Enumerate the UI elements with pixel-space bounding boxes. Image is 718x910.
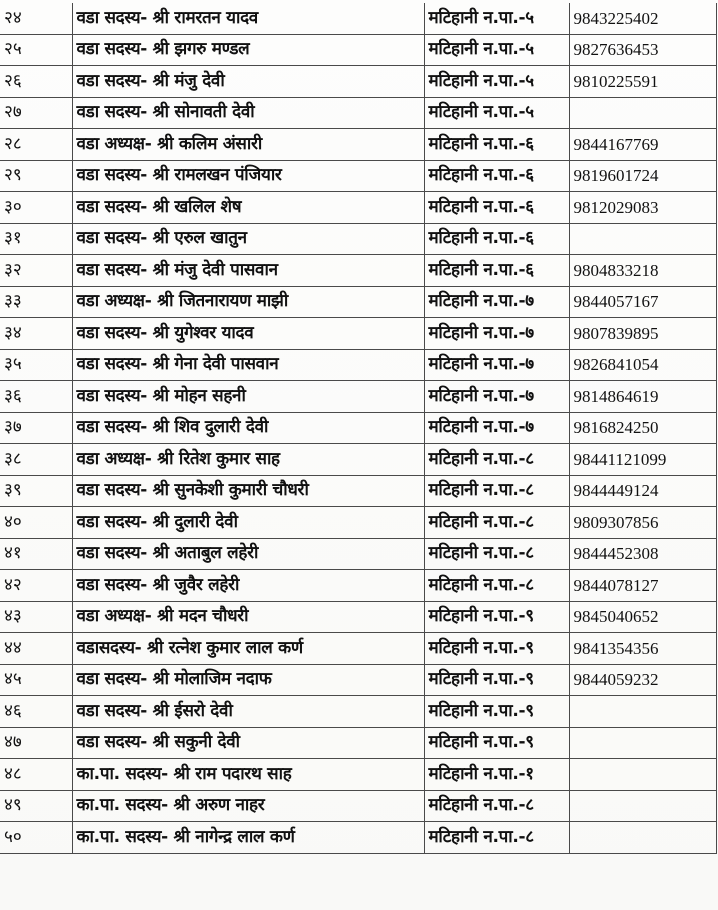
ward-address: मटिहानी न.पा.-८ <box>424 570 569 602</box>
table-row <box>0 664 716 696</box>
member-name: वडा सदस्य- श्री मंजु देवी <box>72 66 424 98</box>
member-name: का.पा. सदस्य- श्री अरुण नाहर <box>72 790 424 822</box>
phone-number: 9814864619 <box>569 381 716 413</box>
member-name: वडा सदस्य- श्री युगेश्वर यादव <box>72 318 424 350</box>
table-row <box>0 538 716 570</box>
serial-number: ३७ <box>0 412 72 444</box>
phone-number: 9807839895 <box>569 318 716 350</box>
ward-address: मटिहानी न.पा.-८ <box>424 444 569 476</box>
table-row <box>0 192 716 224</box>
member-name: वडासदस्य- श्री रत्नेश कुमार लाल कर्ण <box>72 633 424 665</box>
serial-number: ३९ <box>0 475 72 507</box>
ward-address: मटिहानी न.पा.-७ <box>424 318 569 350</box>
ward-address: मटिहानी न.पा.-८ <box>424 790 569 822</box>
member-name: वडा सदस्य- श्री अताबुल लहेरी <box>72 538 424 570</box>
phone-number: 9841354356 <box>569 633 716 665</box>
table-row <box>0 66 716 98</box>
serial-number: ४९ <box>0 790 72 822</box>
serial-number: २८ <box>0 129 72 161</box>
phone-number <box>569 223 716 255</box>
ward-address: मटिहानी न.पा.-९ <box>424 664 569 696</box>
serial-number: ३२ <box>0 255 72 287</box>
member-name: वडा सदस्य- श्री रामरतन यादव <box>72 3 424 34</box>
ward-address: मटिहानी न.पा.-५ <box>424 66 569 98</box>
phone-number <box>569 822 716 854</box>
ward-address: मटिहानी न.पा.-९ <box>424 727 569 759</box>
member-name: का.पा. सदस्य- श्री नागेन्द्र लाल कर्ण <box>72 822 424 854</box>
member-name: वडा सदस्य- श्री खलिल शेष <box>72 192 424 224</box>
ward-address: मटिहानी न.पा.-७ <box>424 412 569 444</box>
phone-number: 9844057167 <box>569 286 716 318</box>
phone-number: 9843225402 <box>569 3 716 34</box>
serial-number: ४७ <box>0 727 72 759</box>
serial-number: २७ <box>0 97 72 129</box>
table-row <box>0 255 716 287</box>
phone-number: 9844449124 <box>569 475 716 507</box>
table-row <box>0 381 716 413</box>
serial-number: २९ <box>0 160 72 192</box>
ward-address: मटिहानी न.पा.-६ <box>424 255 569 287</box>
serial-number: ४६ <box>0 696 72 728</box>
table-row <box>0 160 716 192</box>
member-name: वडा सदस्य- श्री जुवैर लहेरी <box>72 570 424 602</box>
ward-address: मटिहानी न.पा.-९ <box>424 601 569 633</box>
phone-number: 9844167769 <box>569 129 716 161</box>
ward-address: मटिहानी न.पा.-६ <box>424 223 569 255</box>
serial-number: ५० <box>0 822 72 854</box>
serial-number: ३० <box>0 192 72 224</box>
member-name: का.पा. सदस्य- श्री राम पदारथ साह <box>72 759 424 791</box>
phone-number <box>569 97 716 129</box>
table-row <box>0 475 716 507</box>
table-row <box>0 633 716 665</box>
phone-number: 9804833218 <box>569 255 716 287</box>
ward-address: मटिहानी न.पा.-५ <box>424 3 569 34</box>
table-row <box>0 223 716 255</box>
member-name: वडा सदस्य- श्री रामलखन पंजियार <box>72 160 424 192</box>
phone-number: 9844078127 <box>569 570 716 602</box>
table-row <box>0 727 716 759</box>
phone-number: 9819601724 <box>569 160 716 192</box>
phone-number: 9816824250 <box>569 412 716 444</box>
member-name: वडा सदस्य- श्री मोलाजिम नदाफ <box>72 664 424 696</box>
member-name: वडा अध्यक्ष- श्री मदन चौधरी <box>72 601 424 633</box>
member-name: वडा सदस्य- श्री ईसरो देवी <box>72 696 424 728</box>
serial-number: ४३ <box>0 601 72 633</box>
phone-number: 9844059232 <box>569 664 716 696</box>
serial-number: ४८ <box>0 759 72 791</box>
ward-address: मटिहानी न.पा.-६ <box>424 129 569 161</box>
ward-address: मटिहानी न.पा.-८ <box>424 538 569 570</box>
serial-number: २५ <box>0 34 72 66</box>
table-row <box>0 696 716 728</box>
table-row <box>0 570 716 602</box>
ward-address: मटिहानी न.पा.-७ <box>424 286 569 318</box>
member-name: वडा अध्यक्ष- श्री रितेश कुमार साह <box>72 444 424 476</box>
phone-number: 9827636453 <box>569 34 716 66</box>
ward-address: मटिहानी न.पा.-१ <box>424 759 569 791</box>
phone-number: 9812029083 <box>569 192 716 224</box>
ward-address: मटिहानी न.पा.-९ <box>424 633 569 665</box>
roster-body <box>0 3 716 853</box>
serial-number: ४० <box>0 507 72 539</box>
table-row <box>0 97 716 129</box>
member-name: वडा सदस्य- श्री मोहन सहनी <box>72 381 424 413</box>
table-row <box>0 507 716 539</box>
table-row <box>0 318 716 350</box>
phone-number <box>569 727 716 759</box>
serial-number: २४ <box>0 3 72 34</box>
member-name: वडा सदस्य- श्री सकुनी देवी <box>72 727 424 759</box>
phone-number: 9844452308 <box>569 538 716 570</box>
ward-address: मटिहानी न.पा.-८ <box>424 822 569 854</box>
member-name: वडा सदस्य- श्री सुनकेशी कुमारी चौधरी <box>72 475 424 507</box>
ward-address: मटिहानी न.पा.-८ <box>424 507 569 539</box>
phone-number <box>569 696 716 728</box>
phone-number <box>569 759 716 791</box>
table-row <box>0 790 716 822</box>
serial-number: २६ <box>0 66 72 98</box>
phone-number: 9845040652 <box>569 601 716 633</box>
ward-address: मटिहानी न.पा.-५ <box>424 34 569 66</box>
member-name: वडा सदस्य- श्री गेना देवी पासवान <box>72 349 424 381</box>
serial-number: ४१ <box>0 538 72 570</box>
serial-number: ३५ <box>0 349 72 381</box>
serial-number: ३१ <box>0 223 72 255</box>
serial-number: ४४ <box>0 633 72 665</box>
member-name: वडा अध्यक्ष- श्री कलिम अंसारी <box>72 129 424 161</box>
table-row <box>0 759 716 791</box>
serial-number: ३८ <box>0 444 72 476</box>
member-name: वडा सदस्य- श्री एरुल खातुन <box>72 223 424 255</box>
phone-number <box>569 790 716 822</box>
serial-number: ३६ <box>0 381 72 413</box>
ward-address: मटिहानी न.पा.-९ <box>424 696 569 728</box>
table-row <box>0 286 716 318</box>
ward-address: मटिहानी न.पा.-६ <box>424 160 569 192</box>
member-name: वडा सदस्य- श्री झगरु मण्डल <box>72 34 424 66</box>
serial-number: ३४ <box>0 318 72 350</box>
table-row <box>0 412 716 444</box>
phone-number: 9809307856 <box>569 507 716 539</box>
table-row <box>0 349 716 381</box>
ward-address: मटिहानी न.पा.-७ <box>424 349 569 381</box>
table-row <box>0 3 716 34</box>
serial-number: ४५ <box>0 664 72 696</box>
serial-number: ३३ <box>0 286 72 318</box>
table-row <box>0 444 716 476</box>
table-row <box>0 129 716 161</box>
ward-address: मटिहानी न.पा.-८ <box>424 475 569 507</box>
ward-address: मटिहानी न.पा.-७ <box>424 381 569 413</box>
member-name: वडा सदस्य- श्री शिव दुलारी देवी <box>72 412 424 444</box>
phone-number: 98441121099 <box>569 444 716 476</box>
ward-address: मटिहानी न.पा.-५ <box>424 97 569 129</box>
phone-number: 9826841054 <box>569 349 716 381</box>
member-name: वडा सदस्य- श्री सोनावती देवी <box>72 97 424 129</box>
phone-number: 9810225591 <box>569 66 716 98</box>
table-row <box>0 601 716 633</box>
ward-address: मटिहानी न.पा.-६ <box>424 192 569 224</box>
member-name: वडा सदस्य- श्री दुलारी देवी <box>72 507 424 539</box>
table-row <box>0 34 716 66</box>
serial-number: ४२ <box>0 570 72 602</box>
member-roster-table <box>0 3 717 854</box>
member-name: वडा सदस्य- श्री मंजु देवी पासवान <box>72 255 424 287</box>
member-name: वडा अध्यक्ष- श्री जितनारायण माझी <box>72 286 424 318</box>
table-row <box>0 822 716 854</box>
